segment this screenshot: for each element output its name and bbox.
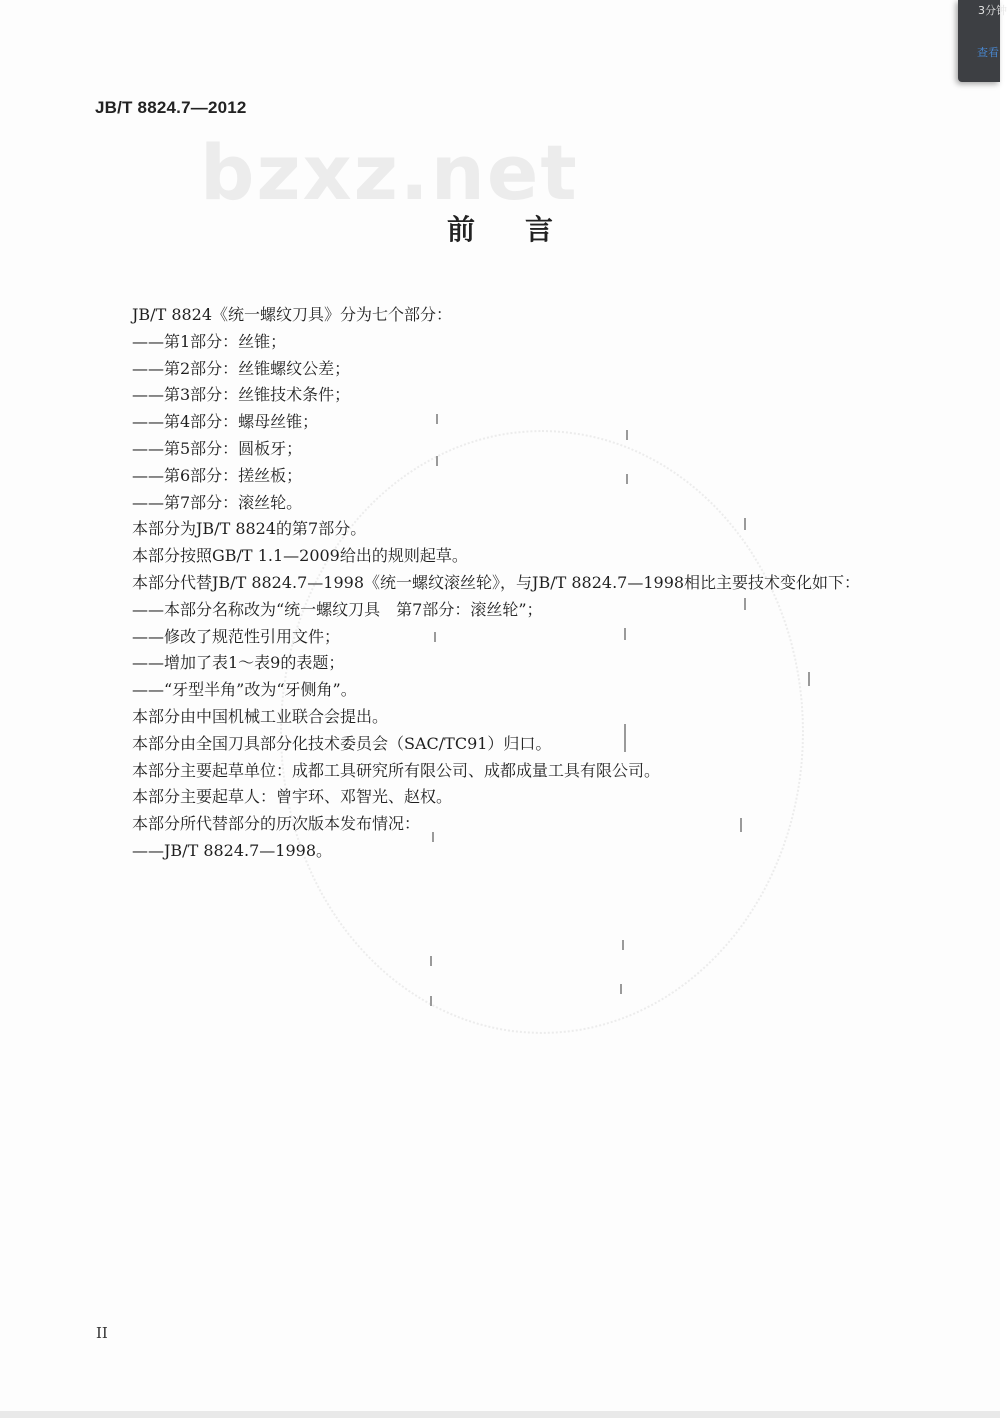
body-line: ——增加了表1～表9的表题； xyxy=(132,653,345,673)
view-link[interactable]: 查看 xyxy=(977,46,999,59)
body-line: 本部分所代替部分的历次版本发布情况： xyxy=(132,814,421,834)
body-line: 本部分由中国机械工业联合会提出。 xyxy=(132,706,389,726)
document-code: JB/T 8824.7—2012 xyxy=(95,98,247,117)
body-line: ——第6部分：搓丝板； xyxy=(132,465,303,485)
body-line: ——本部分名称改为“统一螺纹刀具 第7部分：滚丝轮”； xyxy=(132,599,543,619)
body-line: 本部分按照GB/T 1.1—2009给出的规则起草。 xyxy=(132,546,468,566)
body-line: 本部分为JB/T 8824的第7部分。 xyxy=(132,519,367,539)
page-bottom-edge xyxy=(0,1411,1000,1418)
body-line: ——第7部分：滚丝轮。 xyxy=(132,492,303,512)
body-line: ——“牙型半角”改为“牙侧角”。 xyxy=(132,680,357,700)
reading-time-label: 3分钟 xyxy=(978,4,1007,17)
preface-body xyxy=(132,302,912,865)
body-line: ——第3部分：丝锥技术条件； xyxy=(132,385,351,405)
page-title: 前言 xyxy=(446,213,603,246)
page-number: II xyxy=(96,1324,108,1342)
watermark: bzxz.net xyxy=(200,128,579,217)
body-line: 本部分代替JB/T 8824.7—1998《统一螺纹滚丝轮》，与JB/T 8824.7—1998相比主要技术变化如下： xyxy=(132,572,861,592)
body-line: ——JB/T 8824.7—1998。 xyxy=(132,840,333,860)
body-line: 本部分由全国刀具部分化技术委员会（SAC/TC91）归口。 xyxy=(132,733,552,753)
body-line: JB/T 8824《统一螺纹刀具》分为七个部分： xyxy=(132,305,453,324)
body-line: ——第1部分：丝锥； xyxy=(132,331,287,351)
body-line: 本部分主要起草人：曾宇环、邓智光、赵权。 xyxy=(132,787,453,807)
body-line: 本部分主要起草单位：成都工具研究所有限公司、成都成量工具有限公司。 xyxy=(132,760,661,780)
body-line: ——第5部分：圆板牙； xyxy=(132,438,303,458)
body-line: ——第4部分：螺母丝锥； xyxy=(132,412,319,432)
body-line: ——修改了规范性引用文件； xyxy=(132,626,341,646)
reading-time-popup xyxy=(958,0,1007,82)
body-line: ——第2部分：丝锥螺纹公差； xyxy=(132,358,351,378)
